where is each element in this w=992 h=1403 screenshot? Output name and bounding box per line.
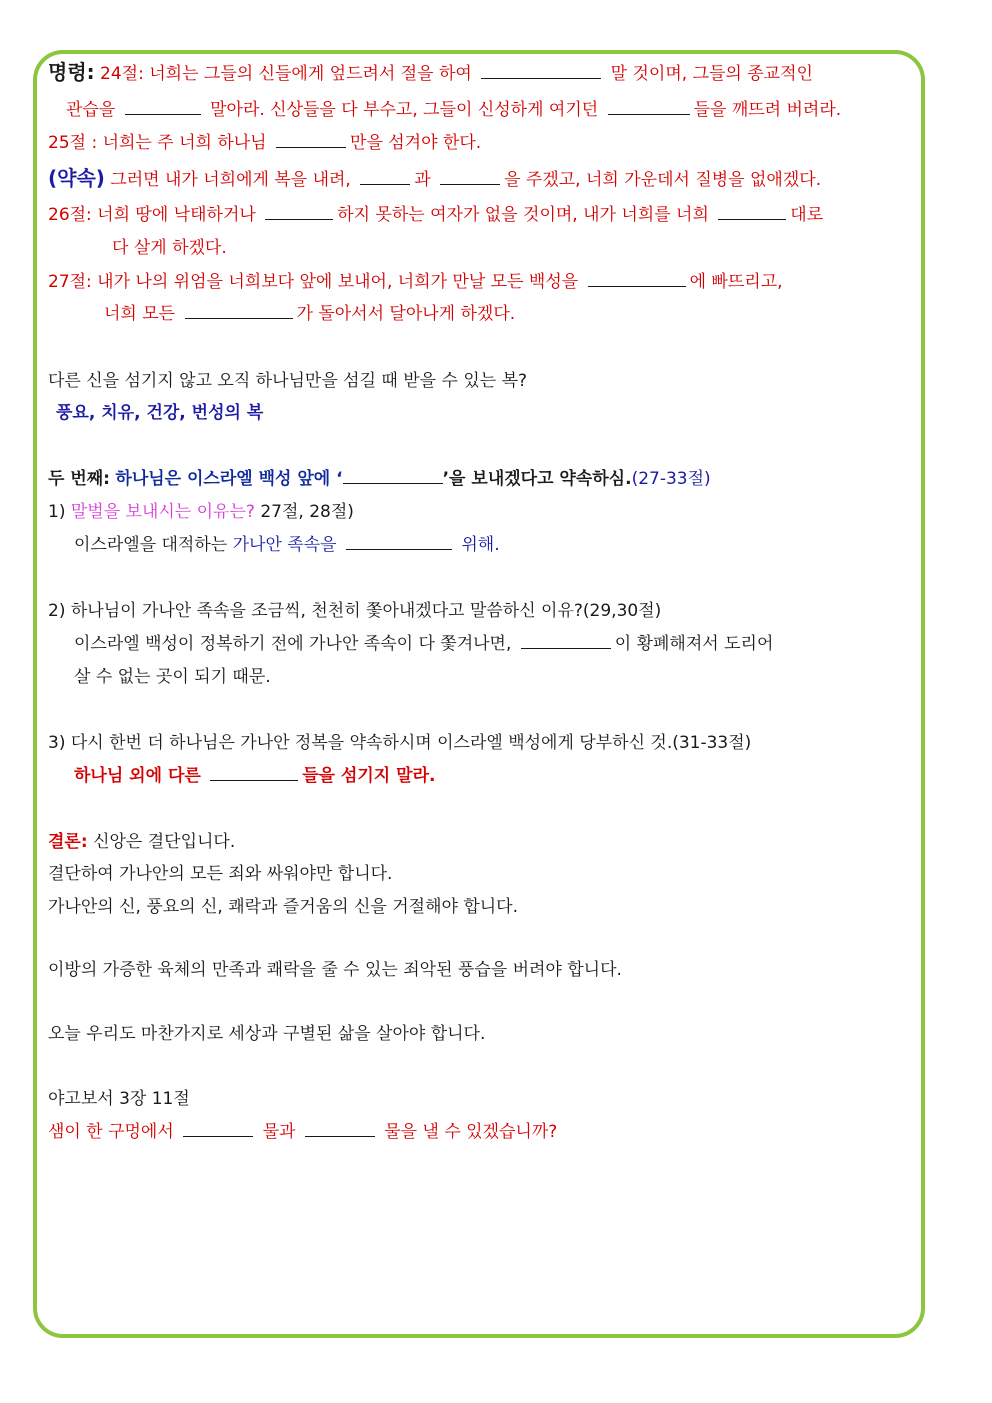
a2-text-b: 이 황폐해져서 도리어 bbox=[614, 634, 774, 654]
quote-text-b: 물과 bbox=[262, 1122, 296, 1142]
q2-text: 2) 하나님이 가나안 족속을 조금씩, 천천히 쫓아내겠다고 말씀하신 이유?(29,30절) bbox=[48, 601, 662, 621]
verse-26-text-a: 26절: 너희 땅에 낙태하거나 bbox=[48, 205, 256, 225]
conclusion-text-2: 결단하여 가나안의 모든 죄와 싸워야만 합니다. bbox=[48, 864, 393, 884]
blank-13[interactable] bbox=[521, 632, 611, 649]
verse-24-text: 24절: 너희는 그들의 신들에게 엎드려서 절을 하여 bbox=[100, 64, 472, 84]
question-2 bbox=[48, 599, 661, 623]
second-label: 두 번째: bbox=[48, 469, 110, 489]
verse-27-text-c: 너희 모든 bbox=[104, 304, 176, 324]
a1-text-b: 가나안 족속을 bbox=[232, 535, 337, 555]
blessing-question bbox=[48, 369, 527, 393]
blank-10[interactable] bbox=[185, 302, 293, 319]
command-line-24 bbox=[48, 60, 813, 86]
second-text-b: ’을 보내겠다고 약속하심. bbox=[442, 469, 632, 489]
q1-number: 1) bbox=[48, 502, 66, 522]
blank-5[interactable] bbox=[360, 168, 410, 185]
promise-text-c: 을 주겠고, 너희 가운데서 질병을 없애겠다. bbox=[504, 170, 822, 190]
conclusion-text-5: 오늘 우리도 마찬가지로 세상과 구별된 삶을 살아야 합니다. bbox=[48, 1024, 486, 1044]
quote-text-c: 물을 낼 수 있겠습니까? bbox=[384, 1122, 558, 1142]
verse-27-cont bbox=[104, 302, 515, 326]
blank-7[interactable] bbox=[265, 203, 333, 220]
conclusion-text: 신앙은 결단입니다. bbox=[93, 832, 236, 852]
blank-11[interactable] bbox=[343, 467, 443, 484]
quote-text-a: 샘이 한 구멍에서 bbox=[48, 1122, 174, 1142]
verse-27-text-a: 27절: 내가 나의 위엄을 너희보다 앞에 보내어, 너희가 만날 모든 백성을 bbox=[48, 272, 579, 292]
line-2-text-c: 들을 깨뜨려 버려라. bbox=[693, 100, 842, 120]
promise-text-a: 그러면 내가 너희에게 복을 내려, bbox=[110, 170, 351, 190]
blank-14[interactable] bbox=[210, 764, 298, 781]
promise-label: (약속) bbox=[48, 166, 105, 190]
line-2-text-b: 말아라. 신상들을 다 부수고, 그들이 신성하게 여기던 bbox=[210, 100, 599, 120]
verse-24-text-b: 말 것이며, 그들의 종교적인 bbox=[610, 64, 813, 84]
blank-8[interactable] bbox=[718, 203, 786, 220]
conclusion-line bbox=[48, 830, 235, 854]
blessing-answer-text: 풍요, 치유, 건강, 번성의 복 bbox=[56, 403, 264, 423]
second-verse-ref: (27-33절) bbox=[631, 469, 711, 489]
blank-1[interactable] bbox=[481, 62, 601, 79]
blank-12[interactable] bbox=[346, 533, 452, 550]
blank-2[interactable] bbox=[125, 98, 201, 115]
verse-27-line bbox=[48, 270, 783, 294]
blank-3[interactable] bbox=[608, 98, 690, 115]
a1-text-a: 이스라엘을 대적하는 bbox=[74, 535, 228, 555]
conclusion-line-3 bbox=[48, 895, 518, 919]
blank-4[interactable] bbox=[276, 131, 346, 148]
line-2-text-a: 관습을 bbox=[66, 100, 116, 120]
verse-27-text-b: 에 빠뜨리고, bbox=[689, 272, 783, 292]
verse-25-text-b: 만을 섬겨야 한다. bbox=[350, 133, 482, 153]
verse-26-text-b: 하지 못하는 여자가 없을 것이며, 내가 너희를 너희 bbox=[337, 205, 709, 225]
promise-line bbox=[48, 166, 821, 192]
blank-6[interactable] bbox=[440, 168, 500, 185]
verse-25-text: 25절 : 너희는 주 너희 하나님 bbox=[48, 133, 267, 153]
blessing-answer bbox=[56, 401, 263, 425]
verse-26-text-cont: 다 살게 하겠다. bbox=[112, 238, 227, 258]
a3-text-a: 하나님 외에 다른 bbox=[74, 766, 201, 786]
command-label: 명령: bbox=[48, 60, 95, 84]
conclusion-line-2 bbox=[48, 862, 392, 886]
conclusion-text-3: 가나안의 신, 풍요의 신, 쾌락과 즐거움의 신을 거절해야 합니다. bbox=[48, 897, 518, 917]
scripture-reference bbox=[48, 1087, 190, 1111]
q1-text: 말벌을 보내시는 이유는? bbox=[70, 502, 255, 522]
second-text-a: 하나님은 이스라엘 백성 앞에 ‘ bbox=[115, 469, 343, 489]
blank-15[interactable] bbox=[183, 1120, 253, 1137]
a2-text-a: 이스라엘 백성이 정복하기 전에 가나안 족속이 다 쫓겨나면, bbox=[74, 634, 512, 654]
conclusion-label: 결론: bbox=[48, 832, 88, 852]
command-line-24-cont bbox=[66, 98, 841, 122]
conclusion-line-5 bbox=[48, 1022, 485, 1046]
a3-text-b: 들을 섬기지 말라. bbox=[302, 766, 436, 786]
q3-text: 3) 다시 한번 더 하나님은 가나안 정복을 약속하시며 이스라엘 백성에게 당부하신 것.(31-33절) bbox=[48, 733, 752, 753]
question-3 bbox=[48, 731, 751, 755]
scripture-quote bbox=[48, 1120, 557, 1144]
blessing-question-text: 다른 신을 섬기지 않고 오직 하나님만을 섬길 때 받을 수 있는 복? bbox=[48, 371, 528, 391]
conclusion-line-4 bbox=[48, 958, 622, 982]
q1-ref: 27절, 28절) bbox=[260, 502, 354, 522]
verse-25-line bbox=[48, 131, 481, 155]
answer-1 bbox=[74, 533, 500, 557]
verse-27-text-d: 가 돌아서서 달아나게 하겠다. bbox=[296, 304, 516, 324]
blank-16[interactable] bbox=[305, 1120, 375, 1137]
a2-text-c: 살 수 없는 곳이 되기 때문. bbox=[74, 667, 271, 687]
promise-text-b: 과 bbox=[414, 170, 431, 190]
scripture-ref-text: 야고보서 3장 11절 bbox=[48, 1089, 190, 1109]
blank-9[interactable] bbox=[588, 270, 686, 287]
question-1 bbox=[48, 500, 354, 524]
verse-26-line bbox=[48, 203, 823, 227]
verse-26-cont bbox=[112, 236, 227, 260]
a1-text-c: 위해. bbox=[461, 535, 500, 555]
second-heading bbox=[48, 467, 711, 491]
answer-2-cont bbox=[74, 665, 271, 689]
verse-26-text-c: 대로 bbox=[790, 205, 824, 225]
answer-2 bbox=[74, 632, 773, 656]
answer-3 bbox=[74, 764, 435, 788]
conclusion-text-4: 이방의 가증한 육체의 만족과 쾌락을 줄 수 있는 죄악된 풍습을 버려야 합니다. bbox=[48, 960, 622, 980]
